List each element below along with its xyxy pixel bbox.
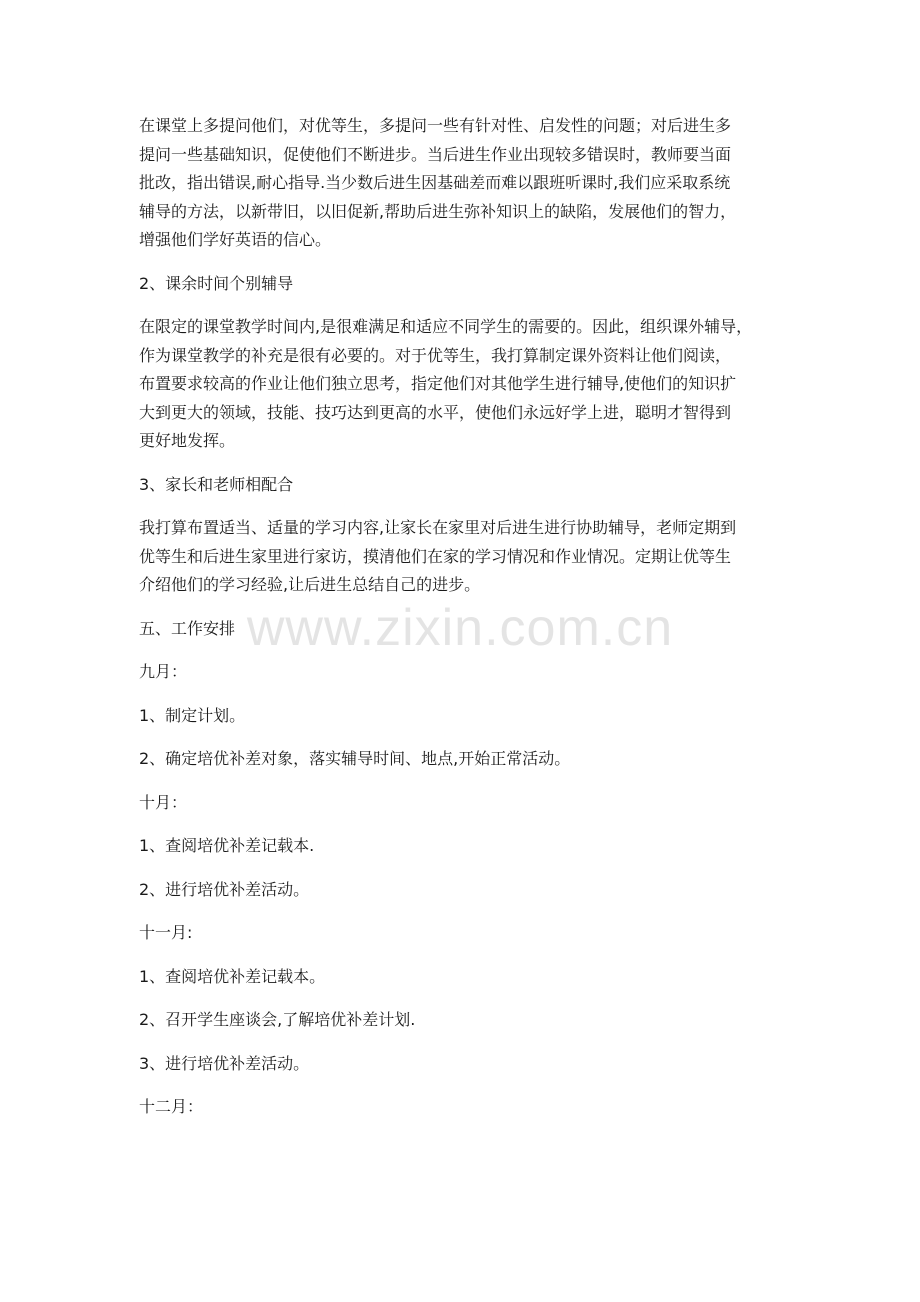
month-heading-december: 十二月： <box>139 1097 204 1116</box>
text-line: 优等生和后进生家里进行家访，摸清他们在家的学习情况和作业情况。定期让优等生 <box>139 546 732 566</box>
text-line: 作为课堂教学的补充是很有必要的。对于优等生，我打算制定课外资料让他们阅读， <box>139 345 732 365</box>
text-line: 布置要求较高的作业让他们独立思考，指定他们对其他学生进行辅导,使他们的知识扩 <box>139 374 737 393</box>
intro-paragraph <box>139 112 799 255</box>
parent-teacher-paragraph <box>139 514 799 600</box>
text-line: 在课堂上多提问他们，对优等生，多提问一些有针对性、启发性的问题；对后进生多 <box>139 116 732 135</box>
section-heading-extra-tutoring: 2、课余时间个别辅导 <box>139 273 294 293</box>
section-heading-parent-teacher: 3、家长和老师相配合 <box>139 474 294 494</box>
text-line: 辅导的方法，以新带旧，以旧促新,帮助后进生弥补知识上的缺陷，发展他们的智力， <box>139 201 737 221</box>
list-item: 3、进行培优补差活动。 <box>139 1053 310 1073</box>
list-item: 2、进行培优补差活动。 <box>139 879 310 899</box>
month-heading-september: 九月： <box>139 662 188 681</box>
text-line: 批改，指出错误,耐心指导.当少数后进生因基础差而难以跟班听课时,我们应采取系统 <box>139 173 731 192</box>
text-line: 在限定的课堂教学时间内,是很难满足和适应不同学生的需要的。因此，组织课外辅导， <box>139 317 753 336</box>
list-item: 2、召开学生座谈会,了解培优补差计划. <box>139 1010 416 1029</box>
month-heading-october: 十月： <box>139 792 188 812</box>
text-line: 我打算布置适当、适量的学习内容,让家长在家里对后进生进行协助辅导，老师定期到 <box>139 518 737 537</box>
list-item: 1、查阅培优补差记载本. <box>139 836 315 855</box>
section-heading-work-schedule: 五、工作安排 <box>139 618 236 638</box>
text-line: 介绍他们的学习经验,让后进生总结自己的进步。 <box>139 575 481 594</box>
extra-tutoring-paragraph <box>139 313 799 456</box>
month-heading-november: 十一月: <box>139 923 193 942</box>
text-line: 大到更大的领域，技能、技巧达到更高的水平，使他们永远好学上进，聪明才智得到 <box>139 402 732 422</box>
text-line: 提问一些基础知识，促使他们不断进步。当后进生作业出现较多错误时，教师要当面 <box>139 144 732 164</box>
list-item: 1、查阅培优补差记载本。 <box>139 966 326 986</box>
list-item: 2、确定培优补差对象，落实辅导时间、地点,开始正常活动。 <box>139 749 571 768</box>
list-item: 1、制定计划。 <box>139 705 246 725</box>
text-line: 增强他们学好英语的信心。 <box>139 230 332 249</box>
text-line: 更好地发挥。 <box>139 431 236 450</box>
document-body <box>139 112 799 1137</box>
watermark: www.zixin.com.cn <box>246 599 674 657</box>
